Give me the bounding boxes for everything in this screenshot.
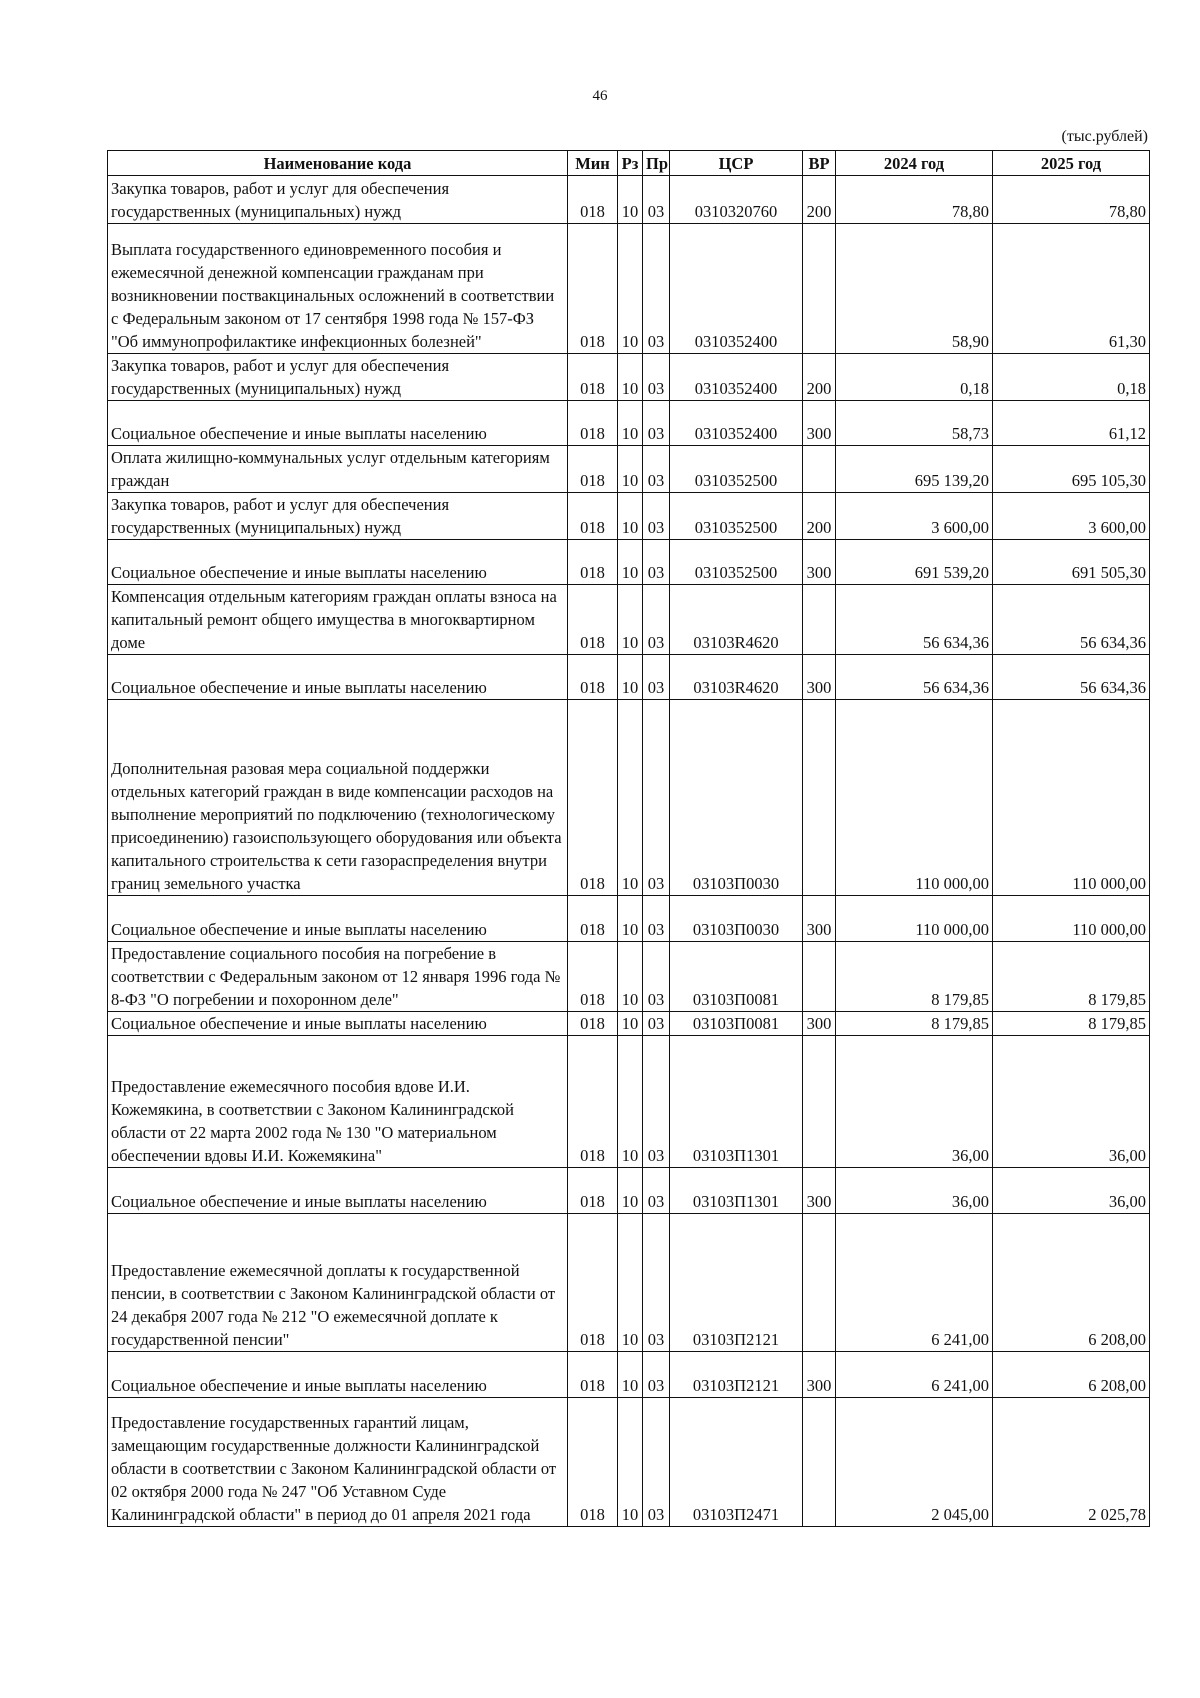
cell-vr: 300 [803, 1168, 836, 1214]
cell-vr: 300 [803, 655, 836, 700]
table-row [108, 1168, 1150, 1214]
cell-csr: 03103П2121 [670, 1214, 803, 1352]
cell-csr: 0310352400 [670, 224, 803, 354]
cell-pr: 03 [643, 493, 670, 540]
cell-2025: 56 634,36 [993, 655, 1150, 700]
cell-csr: 03103R4620 [670, 585, 803, 655]
cell-2024: 0,18 [836, 354, 993, 401]
cell-pr: 03 [643, 401, 670, 446]
cell-name: Социальное обеспечение и иные выплаты населению [108, 401, 568, 446]
cell-2024: 36,00 [836, 1168, 993, 1214]
cell-vr [803, 1036, 836, 1168]
table-row [108, 655, 1150, 700]
cell-2024: 78,80 [836, 176, 993, 224]
cell-2025: 61,30 [993, 224, 1150, 354]
cell-vr: 200 [803, 354, 836, 401]
header-rz: Рз [618, 151, 643, 176]
cell-name: Закупка товаров, работ и услуг для обеспечения государственных (муниципальных) нужд [108, 493, 568, 540]
cell-rz: 10 [618, 1012, 643, 1036]
cell-rz: 10 [618, 655, 643, 700]
cell-2024: 3 600,00 [836, 493, 993, 540]
cell-min: 018 [568, 176, 618, 224]
cell-pr: 03 [643, 1012, 670, 1036]
cell-rz: 10 [618, 585, 643, 655]
cell-rz: 10 [618, 1168, 643, 1214]
cell-2024: 8 179,85 [836, 1012, 993, 1036]
cell-name: Закупка товаров, работ и услуг для обеспечения государственных (муниципальных) нужд [108, 354, 568, 401]
cell-name: Предоставление социального пособия на погребение в соответствии с Федеральным законом от 12 января 1996 года № 8-ФЗ "О погребении и похоронном деле" [108, 942, 568, 1012]
cell-vr: 300 [803, 1012, 836, 1036]
cell-rz: 10 [618, 1214, 643, 1352]
cell-pr: 03 [643, 224, 670, 354]
cell-name: Выплата государственного единовременного пособия и ежемесячной денежной компенсации гражданам при возникновении поствакцинальных осложнений в соответствии с Федеральным законом от 17 сентября 1998 года № 157-ФЗ "Об иммунопрофилактике инфекционных болезней" [108, 224, 568, 354]
cell-name: Социальное обеспечение и иные выплаты населению [108, 540, 568, 585]
cell-vr: 300 [803, 896, 836, 942]
table-header-row [108, 151, 1150, 176]
header-csr: ЦСР [670, 151, 803, 176]
cell-2025: 0,18 [993, 354, 1150, 401]
cell-csr: 03103R4620 [670, 655, 803, 700]
cell-min: 018 [568, 1012, 618, 1036]
cell-2024: 6 241,00 [836, 1352, 993, 1398]
cell-name: Социальное обеспечение и иные выплаты населению [108, 1168, 568, 1214]
cell-min: 018 [568, 1036, 618, 1168]
cell-vr [803, 1214, 836, 1352]
cell-min: 018 [568, 401, 618, 446]
cell-rz: 10 [618, 540, 643, 585]
table-row [108, 1398, 1150, 1527]
cell-csr: 03103П2121 [670, 1352, 803, 1398]
cell-2024: 695 139,20 [836, 446, 993, 493]
cell-2024: 56 634,36 [836, 655, 993, 700]
table-row [108, 401, 1150, 446]
header-vr: ВР [803, 151, 836, 176]
cell-name: Социальное обеспечение и иные выплаты населению [108, 896, 568, 942]
header-pr: Пр [643, 151, 670, 176]
cell-vr: 300 [803, 1352, 836, 1398]
cell-csr: 0310352400 [670, 354, 803, 401]
cell-name: Предоставление государственных гарантий лицам, замещающим государственные должности Калининградской области в соответствии с Законом Калининградской области от 02 октября 2000 года № 247 "Об Уставном Суде Калининградской области" в период до 01 апреля 2021 года [108, 1398, 568, 1527]
cell-2025: 110 000,00 [993, 700, 1150, 896]
cell-csr: 0310352400 [670, 401, 803, 446]
table-row [108, 354, 1150, 401]
cell-pr: 03 [643, 1398, 670, 1527]
cell-csr: 03103П2471 [670, 1398, 803, 1527]
cell-vr: 300 [803, 401, 836, 446]
cell-min: 018 [568, 446, 618, 493]
cell-vr [803, 700, 836, 896]
cell-csr: 0310352500 [670, 540, 803, 585]
cell-min: 018 [568, 540, 618, 585]
cell-vr [803, 224, 836, 354]
cell-min: 018 [568, 700, 618, 896]
cell-2025: 110 000,00 [993, 896, 1150, 942]
cell-pr: 03 [643, 354, 670, 401]
cell-name: Закупка товаров, работ и услуг для обеспечения государственных (муниципальных) нужд [108, 176, 568, 224]
cell-name: Социальное обеспечение и иные выплаты населению [108, 655, 568, 700]
cell-csr: 03103П0030 [670, 896, 803, 942]
cell-pr: 03 [643, 896, 670, 942]
cell-2025: 8 179,85 [993, 942, 1150, 1012]
cell-vr: 200 [803, 176, 836, 224]
table-row [108, 1012, 1150, 1036]
cell-2025: 6 208,00 [993, 1214, 1150, 1352]
table-row [108, 1036, 1150, 1168]
cell-min: 018 [568, 1168, 618, 1214]
cell-csr: 03103П0081 [670, 942, 803, 1012]
cell-min: 018 [568, 224, 618, 354]
cell-rz: 10 [618, 1398, 643, 1527]
cell-min: 018 [568, 1352, 618, 1398]
cell-2025: 691 505,30 [993, 540, 1150, 585]
cell-2024: 6 241,00 [836, 1214, 993, 1352]
cell-name: Предоставление ежемесячного пособия вдове И.И. Кожемякина, в соответствии с Законом Калининградской области от 22 марта 2002 года № 130 "О материальном обеспечении вдовы И.И. Кожемякина" [108, 1036, 568, 1168]
cell-min: 018 [568, 1398, 618, 1527]
cell-pr: 03 [643, 540, 670, 585]
cell-name: Предоставление ежемесячной доплаты к государственной пенсии, в соответствии с Законом Калининградской области от 24 декабря 2007 года № 212 "О ежемесячной доплате к государственной пенсии" [108, 1214, 568, 1352]
cell-min: 018 [568, 585, 618, 655]
cell-vr [803, 1398, 836, 1527]
cell-2025: 8 179,85 [993, 1012, 1150, 1036]
cell-2025: 2 025,78 [993, 1398, 1150, 1527]
cell-csr: 03103П1301 [670, 1036, 803, 1168]
cell-csr: 03103П0030 [670, 700, 803, 896]
cell-name: Дополнительная разовая мера социальной поддержки отдельных категорий граждан в виде компенсации расходов на выполнение мероприятий по подключению (технологическому присоединению) газоиспользующего оборудования или объекта капитального строительства к сети газораспределения внутри границ земельного участка [108, 700, 568, 896]
table-row [108, 446, 1150, 493]
cell-min: 018 [568, 655, 618, 700]
page-number: 46 [592, 88, 608, 104]
cell-2025: 78,80 [993, 176, 1150, 224]
cell-rz: 10 [618, 700, 643, 896]
cell-rz: 10 [618, 446, 643, 493]
cell-2024: 58,73 [836, 401, 993, 446]
cell-rz: 10 [618, 942, 643, 1012]
cell-pr: 03 [643, 176, 670, 224]
cell-2025: 3 600,00 [993, 493, 1150, 540]
cell-vr: 300 [803, 540, 836, 585]
table-row [108, 176, 1150, 224]
cell-pr: 03 [643, 1352, 670, 1398]
cell-vr [803, 942, 836, 1012]
table-row [108, 224, 1150, 354]
cell-name: Социальное обеспечение и иные выплаты населению [108, 1012, 568, 1036]
table-row [108, 585, 1150, 655]
cell-pr: 03 [643, 942, 670, 1012]
table-row [108, 1352, 1150, 1398]
cell-pr: 03 [643, 585, 670, 655]
table-row [108, 896, 1150, 942]
cell-2024: 110 000,00 [836, 700, 993, 896]
cell-pr: 03 [643, 1168, 670, 1214]
cell-name: Компенсация отдельным категориям граждан оплаты взноса на капитальный ремонт общего имущества в многоквартирном доме [108, 585, 568, 655]
cell-2025: 56 634,36 [993, 585, 1150, 655]
header-2025: 2025 год [993, 151, 1150, 176]
header-name: Наименование кода [108, 151, 568, 176]
cell-2025: 36,00 [993, 1036, 1150, 1168]
cell-min: 018 [568, 1214, 618, 1352]
cell-pr: 03 [643, 1036, 670, 1168]
cell-2024: 110 000,00 [836, 896, 993, 942]
cell-vr [803, 585, 836, 655]
cell-2024: 36,00 [836, 1036, 993, 1168]
header-min: Мин [568, 151, 618, 176]
header-2024: 2024 год [836, 151, 993, 176]
table-row [108, 493, 1150, 540]
cell-vr [803, 446, 836, 493]
cell-name: Социальное обеспечение и иные выплаты населению [108, 1352, 568, 1398]
cell-pr: 03 [643, 655, 670, 700]
cell-rz: 10 [618, 176, 643, 224]
cell-2024: 58,90 [836, 224, 993, 354]
cell-rz: 10 [618, 1036, 643, 1168]
budget-table [107, 150, 1150, 1527]
cell-2024: 8 179,85 [836, 942, 993, 1012]
cell-rz: 10 [618, 354, 643, 401]
cell-rz: 10 [618, 493, 643, 540]
table-row [108, 1214, 1150, 1352]
table-row [108, 942, 1150, 1012]
cell-2024: 691 539,20 [836, 540, 993, 585]
cell-pr: 03 [643, 446, 670, 493]
units-label: (тыс.рублей) [1061, 128, 1148, 145]
cell-2025: 61,12 [993, 401, 1150, 446]
cell-min: 018 [568, 354, 618, 401]
cell-rz: 10 [618, 224, 643, 354]
cell-csr: 03103П0081 [670, 1012, 803, 1036]
cell-2025: 36,00 [993, 1168, 1150, 1214]
table-row [108, 700, 1150, 896]
cell-csr: 0310352500 [670, 493, 803, 540]
cell-rz: 10 [618, 1352, 643, 1398]
cell-min: 018 [568, 942, 618, 1012]
cell-pr: 03 [643, 1214, 670, 1352]
cell-vr: 200 [803, 493, 836, 540]
cell-pr: 03 [643, 700, 670, 896]
cell-2024: 2 045,00 [836, 1398, 993, 1527]
table-row [108, 540, 1150, 585]
cell-2024: 56 634,36 [836, 585, 993, 655]
cell-csr: 03103П1301 [670, 1168, 803, 1214]
cell-name: Оплата жилищно-коммунальных услуг отдельным категориям граждан [108, 446, 568, 493]
cell-csr: 0310352500 [670, 446, 803, 493]
cell-csr: 0310320760 [670, 176, 803, 224]
cell-2025: 6 208,00 [993, 1352, 1150, 1398]
cell-2025: 695 105,30 [993, 446, 1150, 493]
cell-min: 018 [568, 896, 618, 942]
cell-rz: 10 [618, 896, 643, 942]
cell-rz: 10 [618, 401, 643, 446]
cell-min: 018 [568, 493, 618, 540]
